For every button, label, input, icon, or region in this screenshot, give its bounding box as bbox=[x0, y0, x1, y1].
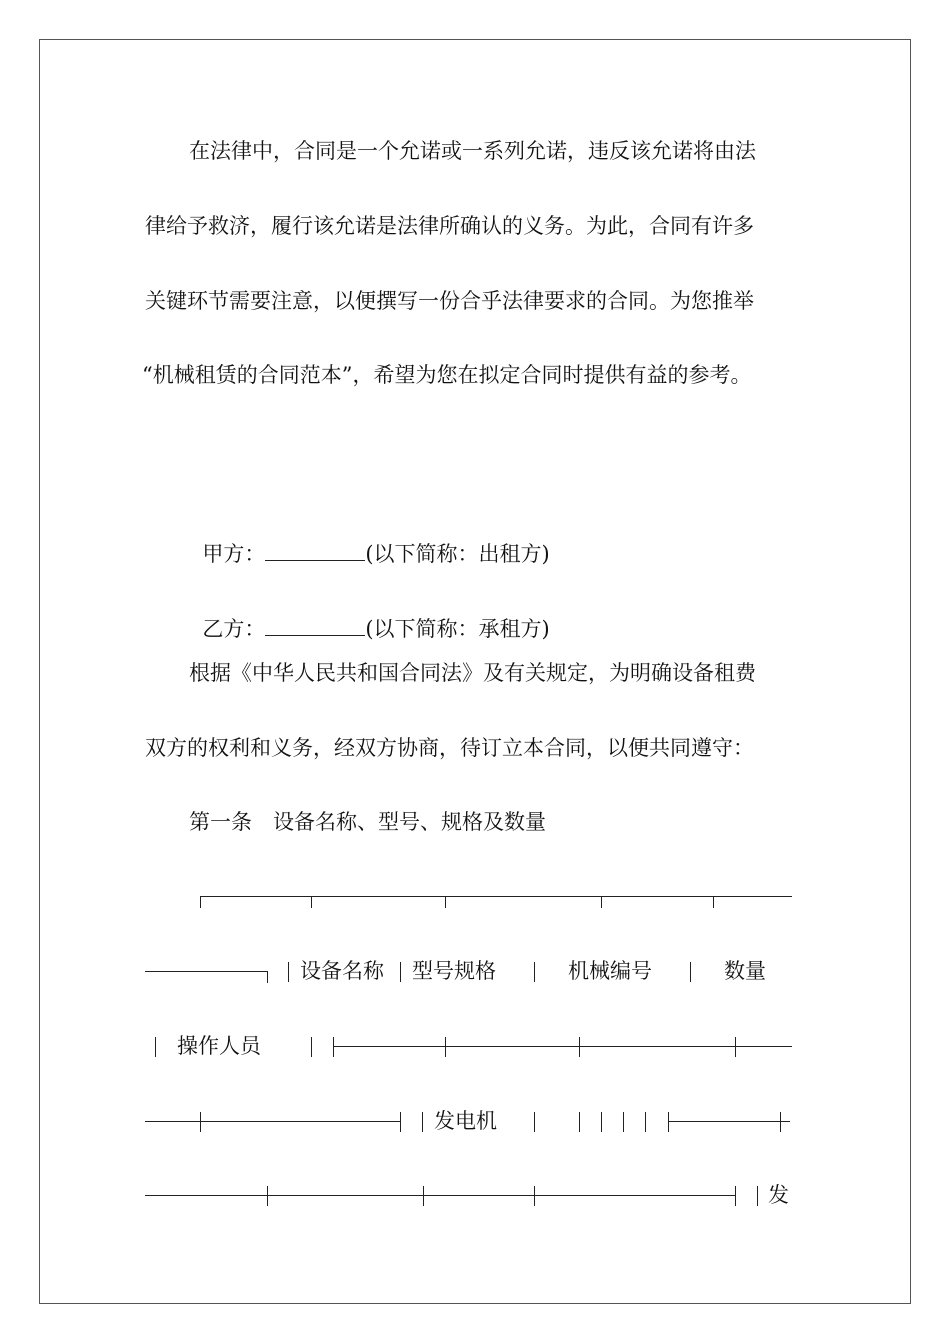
table-bar bbox=[400, 962, 401, 982]
table-bar bbox=[668, 1112, 669, 1132]
header-model-spec: 型号规格 bbox=[412, 959, 496, 983]
table-bar bbox=[155, 1037, 156, 1057]
header-equipment-name: 设备名称 bbox=[300, 959, 384, 983]
table-rule bbox=[145, 1195, 735, 1196]
party-a-label: 甲方： bbox=[202, 542, 266, 566]
party-a-note: (以下简称：出租方) bbox=[365, 542, 550, 566]
intro-line-2: 律给予救济，履行该允诺是法律所确认的义务。为此，合同有许多 bbox=[145, 214, 754, 238]
table-bar bbox=[311, 1037, 312, 1057]
table-tick bbox=[534, 1186, 535, 1206]
party-b-line bbox=[189, 584, 550, 644]
table-bar bbox=[534, 962, 535, 982]
party-b-note: (以下简称：承租方) bbox=[365, 617, 550, 641]
table-top-rule bbox=[200, 896, 792, 897]
table-rule bbox=[333, 1046, 792, 1047]
header-operator: 操作人员 bbox=[177, 1034, 261, 1058]
row-item-partial: 发 bbox=[768, 1183, 789, 1207]
table-tick bbox=[713, 896, 714, 908]
table-tick bbox=[780, 1112, 781, 1132]
table-tick bbox=[200, 1112, 201, 1132]
intro-line-4: “机械租赁的合同范本”，希望为您在拟定合同时提供有益的参考。 bbox=[142, 363, 752, 387]
table-bar bbox=[534, 1112, 535, 1132]
party-b-label: 乙方： bbox=[202, 617, 266, 641]
row-item-generator: 发电机 bbox=[434, 1109, 497, 1133]
table-tick bbox=[311, 896, 312, 908]
table-bar bbox=[757, 1186, 758, 1206]
intro-line-3: 关键环节需要注意，以便撰写一份合乎法律要求的合同。为您推举 bbox=[145, 289, 754, 313]
table-rule bbox=[145, 1121, 401, 1122]
table-tick bbox=[267, 1186, 268, 1206]
table-tick bbox=[423, 1186, 424, 1206]
basis-line-2: 双方的权利和义务，经双方协商，待订立本合同，以便共同遵守： bbox=[145, 736, 754, 760]
intro-line-1: 在法律中，合同是一个允诺或一系列允诺，违反该允诺将由法 bbox=[189, 139, 756, 163]
table-rule bbox=[668, 1121, 790, 1122]
table-rule bbox=[145, 971, 267, 972]
table-bar bbox=[333, 1037, 334, 1057]
party-a-blank[interactable] bbox=[265, 540, 365, 561]
table-tick bbox=[445, 1037, 446, 1057]
basis-line-1: 根据《中华人民共和国合同法》及有关规定，为明确设备租费 bbox=[189, 661, 756, 685]
table-bar bbox=[623, 1112, 624, 1132]
table-tick bbox=[601, 896, 602, 908]
table-bar bbox=[400, 1112, 401, 1132]
table-tick bbox=[200, 896, 201, 908]
table-tick bbox=[445, 896, 446, 908]
article-1-title: 第一条 设备名称、型号、规格及数量 bbox=[189, 810, 546, 834]
table-bar bbox=[601, 1112, 602, 1132]
table-bar bbox=[690, 962, 691, 982]
table-tick bbox=[735, 1037, 736, 1057]
party-b-blank[interactable] bbox=[265, 615, 365, 636]
table-tick bbox=[579, 1037, 580, 1057]
table-bar bbox=[288, 962, 289, 982]
table-bar bbox=[735, 1186, 736, 1206]
table-tick bbox=[267, 971, 268, 983]
header-machine-number: 机械编号 bbox=[568, 959, 652, 983]
party-a-line bbox=[189, 509, 550, 569]
table-bar bbox=[422, 1112, 423, 1132]
header-quantity: 数量 bbox=[724, 959, 766, 983]
table-bar bbox=[579, 1112, 580, 1132]
table-bar bbox=[645, 1112, 646, 1132]
